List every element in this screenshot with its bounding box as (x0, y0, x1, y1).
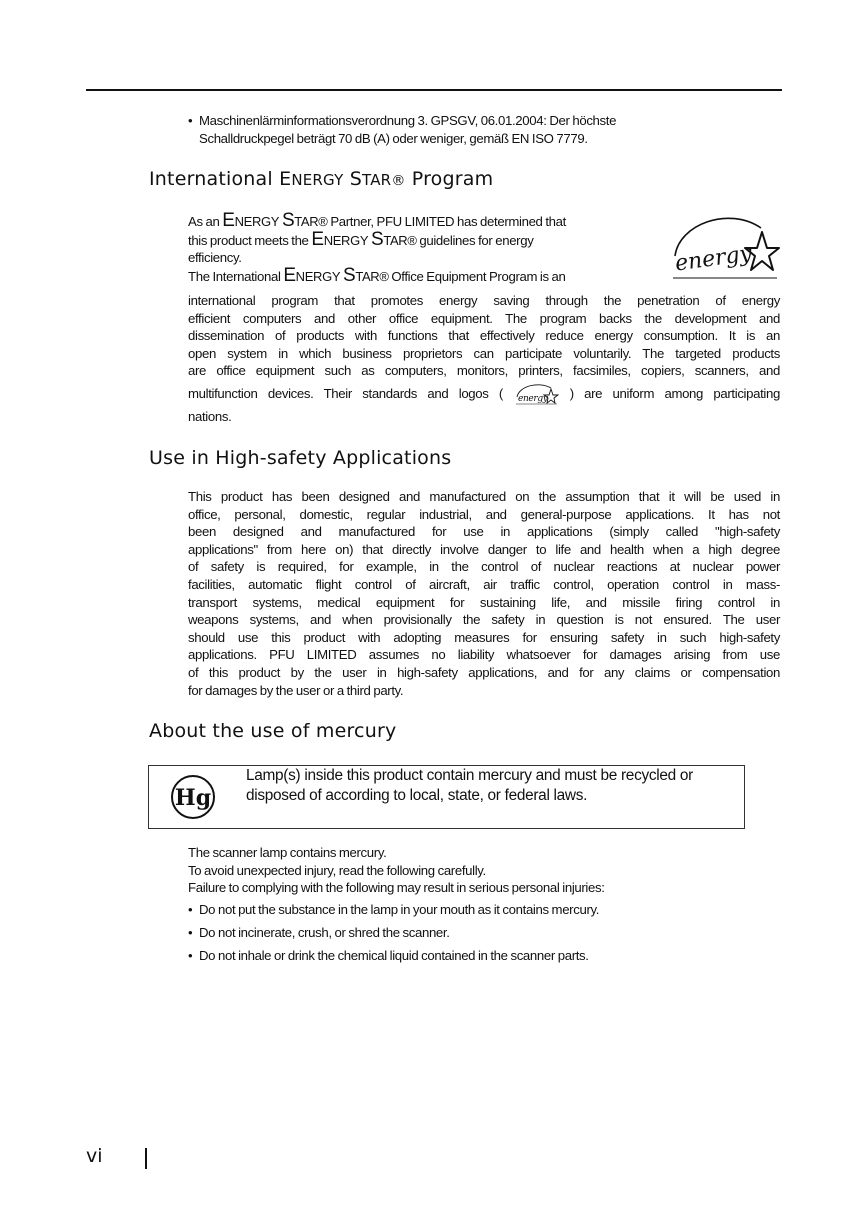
safety-line: applications. PFU LIMITED assumes no liability whatsoever for damages arising from use (188, 647, 780, 663)
energy-p1-line-3: efficiency. (188, 250, 242, 266)
safety-line: applications" from here on) that directly involve danger to life and health when a high degree (188, 541, 780, 557)
energy-p1-line-2: this product meets the ENERGY STAR® guidelines for energy (188, 228, 534, 250)
footer-bar (145, 1148, 147, 1169)
energy-p2-line-2: international program that promotes energy saving through the penetration of energy (188, 293, 780, 308)
safety-line: weapons systems, and when provisionally the safety in question is not ensured. The user (188, 612, 780, 628)
mercury-line: The scanner lamp contains mercury. (188, 845, 387, 860)
mercury-notice-line-1: Lamp(s) inside this product contain mercury and must be recycled or (246, 767, 693, 784)
page-number: vi (86, 1145, 103, 1167)
energy-p2-line-1: The International ENERGY STAR® Office Equipment Program is an (188, 264, 566, 286)
energy-p2-line-7: multifunction devices. Their standards and logos ( energy ) are uniform among participating (188, 380, 780, 408)
header-rule (86, 89, 782, 91)
svg-text:energy: energy (673, 241, 754, 277)
energy-mini-logo (513, 382, 559, 406)
bullet-dot: • (188, 948, 193, 963)
safety-line: This product has been designed and manufactured on the assumption that it will be used in (188, 489, 780, 504)
energy-star-heading: International ENERGY STAR® Program (149, 168, 494, 190)
mercury-bullet: • Do not inhale or drink the chemical liquid contained in the scanner parts. (188, 948, 589, 963)
safety-line: been designed and manufactured for use in applications (simply called "high-safety (188, 524, 780, 540)
energy-paragraph-1 (188, 212, 648, 285)
energy-paragraph-2 (188, 292, 780, 426)
mercury-hg-icon (170, 774, 216, 820)
svg-text:Hg: Hg (174, 785, 212, 811)
high-safety-paragraph (188, 488, 780, 699)
safety-line: facilities, automatic flight control of aircraft, air traffic control, operation control in mass- (188, 576, 780, 592)
energy-p2-line-5: open system in which business proprietors can participate voluntarily. The targeted products (188, 345, 780, 361)
bullet-dot: • (188, 113, 193, 128)
mercury-heading: About the use of mercury (149, 720, 397, 742)
safety-line: transport systems, medical equipment for sustaining life, and missile firing control in (188, 594, 780, 610)
svg-text:energy: energy (518, 394, 548, 405)
safety-line: should use this product with adopting measures for ensuring safety in such high-safety (188, 629, 780, 645)
energy-p2-line-3: efficient computers and other office equipment. The program backs the development and (188, 310, 780, 326)
safety-line: office, personal, domestic, regular industrial, and general-purpose applications. It has not (188, 506, 780, 522)
safety-line: of this product by the user in high-safety applications, and for any claims or compensation (188, 664, 780, 680)
bullet-dot: • (188, 902, 193, 917)
mercury-notice-line-2: disposed of according to local, state, or federal laws. (246, 787, 588, 804)
energy-p2-line-4: dissemination of products with functions that effectively reduce energy consumption. It is an (188, 328, 780, 344)
noise-bullet-line-2: Schalldruckpegel beträgt 70 dB (A) oder weniger, gemäß EN ISO 7779. (199, 130, 588, 146)
mercury-instructions (188, 844, 605, 897)
noise-bullet (188, 112, 616, 147)
mercury-bullet: • Do not put the substance in the lamp in your mouth as it contains mercury. (188, 902, 600, 917)
bullet-dot: • (188, 925, 193, 940)
mercury-line: To avoid unexpected injury, read the following carefully. (188, 862, 486, 878)
safety-line: of safety is required, for example, in the control of nuclear reactions at nuclear power (188, 559, 780, 575)
energy-p2-line-8: nations. (188, 408, 232, 424)
mercury-line: Failure to complying with the following may result in serious personal injuries: (188, 880, 605, 896)
safety-line: for damages by the user or a third party. (188, 682, 404, 698)
energy-p2-line-6: are office equipment such as computers, monitors, printers, facsimiles, copiers, scanners, and (188, 363, 780, 379)
mercury-bullet: • Do not incinerate, crush, or shred the scanner. (188, 925, 450, 940)
mercury-notice-text (246, 766, 742, 806)
noise-bullet-line-1: Maschinenlärminformationsverordnung 3. GPSGV, 06.01.2004: Der höchste (199, 113, 617, 128)
energy-p1-line-1: As an ENERGY STAR® Partner, PFU LIMITED has determined that (188, 210, 566, 231)
energy-star-logo (669, 210, 781, 282)
high-safety-heading: Use in High-safety Applications (149, 447, 452, 469)
